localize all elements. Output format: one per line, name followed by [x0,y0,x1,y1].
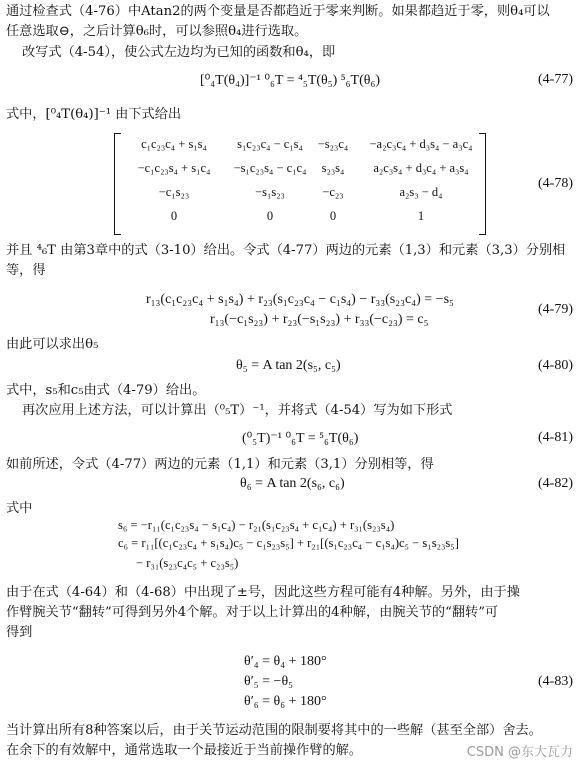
p6-line1: 式中，s₅和c₅由式（4-79）给出。 [6,383,206,398]
p10-line3: 得到 [6,625,33,640]
matrix-cell: a₂s₃ − d₄ [399,185,443,199]
matrix-cell: s₁c₂₃c₄ − c₁s₄ [237,137,303,151]
equation-4-79-b: r₁₃(−c₁s₂₃) + r₂₃(−s₁s₂₃) + r₃₃(−c₂₃) = c₅ [210,312,429,327]
matrix-cell: −s₁c₂₃s₄ − c₁c₄ [233,161,307,175]
p8-line1: 如前所述，令式（4-77）两边的元素（1,1）和元素（3,1）分别相等，得 [6,457,434,472]
p4-line1: 并且 ⁴₆T 由第3章中的式（3-10）给出。令式（4-77）两边的元素（1,3）和元素（3,3）分别相 [6,243,566,258]
equation-4-83-a: θ′₄ = θ₄ + 180° [244,654,327,669]
equation-4-77: [⁰₄T(θ₄)]⁻¹ ⁰₆T = ⁴₅T(θ₅) ⁵₆T(θ₆) [200,73,381,88]
matrix-row-2 [124,161,476,181]
matrix-cell: −a₂c₃c₄ + d₃s₄ − a₃c₄ [369,137,473,151]
equation-c6-a: c₆ = r₁₁[(c₁c₂₃c₄ + s₁s₄)c₅ − c₁s₂₃s₅] + r₂₁[(s₁c₂₃c₄ − c₁s₄)c₅ − s₁s₂₃s₅] [118,536,459,550]
matrix-row-3 [124,185,476,205]
p5-line1: 由此可以求出θ₅ [6,337,99,352]
p7-line1: 再次应用上述方法，可以计算出（⁰₅T）⁻¹，并将式（4-54）写为如下形式 [22,403,453,418]
equation-number-4-80: (4-80) [538,358,573,373]
equation-number-4-83: (4-83) [538,674,573,689]
equation-4-82: θ₆ = A tan 2(s₆, c₆) [240,476,345,491]
p10-line1: 由于在式（4-64）和（4-68）中出现了±号，因此这些方程可能有4种解。另外，由于操 [6,585,520,600]
equation-number-4-78: (4-78) [538,176,573,191]
equation-4-80: θ₅ = A tan 2(s₅, c₅) [236,358,341,373]
inverse-transform-matrix [114,133,486,235]
matrix-row-1 [124,137,476,157]
p10-line2: 作臂腕关节“翻转”可得到另外4个解。对于以上计算出的4种解，由腕关节的“翻转”可 [6,605,499,620]
equation-number-4-81: (4-81) [538,430,573,445]
p11-line1: 当计算出所有8种答案以后，由于关节运动范围的限制要将其中的一些解（甚至全部）舍去。 [6,723,542,738]
matrix-cell: −c₁s₂₃ [158,185,190,199]
p4-line2: 等，得 [6,263,46,278]
matrix-row-4 [124,209,476,229]
matrix-cell: 0 [170,209,178,223]
p2-line1: 改写式（4-54），使公式左边均为已知的函数和θ₄，即 [22,45,336,60]
matrix-cell: c₁c₂₃c₄ + s₁s₄ [141,137,207,151]
matrix-cell: −s₂₃c₄ [317,137,349,151]
equation-4-83-c: θ′₆ = θ₆ + 180° [244,694,327,709]
p11-line2: 在余下的有效解中，通常选取一个最接近于当前操作臂的解。 [6,743,363,758]
matrix-cell: −c₁c₂₃s₄ + s₁c₄ [137,161,211,175]
equation-number-4-79: (4-79) [538,302,573,317]
equation-4-83-b: θ′₅ = −θ₅ [244,674,294,689]
equation-4-79-a: r₁₃(c₁c₂₃c₄ + s₁s₄) + r₂₃(s₁c₂₃c₄ − c₁s₄) − r₃₃(s₂₃c₄) = −s₅ [146,292,454,307]
matrix-cell: 1 [417,209,425,223]
p1-line1: 通过检查式（4-76）中Atan2的两个变量是否都趋近于零来判断。如果都趋近于零，则θ₄可以 [6,4,550,19]
matrix-cell: a₂c₃s₄ + d₃c₄ + a₃s₄ [373,161,469,175]
equation-number-4-82: (4-82) [538,476,573,491]
equation-number-4-77: (4-77) [538,72,573,87]
matrix-cell: −c₂₃ [322,185,344,199]
watermark: CSDN @东大瓦力 [466,745,573,760]
matrix-cell: 0 [329,209,337,223]
equation-4-81: (⁰₅T)⁻¹ ⁰₆T = ⁵₆T(θ₆) [242,431,359,446]
p9-line1: 式中 [6,501,33,516]
equation-s6: s₆ = −r₁₁(c₁c₂₃s₄ − s₁c₄) − r₂₁(s₁c₂₃s₄ + c₁c₄) + r₃₁(s₂₃s₄) [118,518,395,532]
matrix-cell: −s₁s₂₃ [255,185,285,199]
matrix-cell: 0 [266,209,274,223]
matrix-left-bracket [114,133,121,235]
equation-c6-b: − r₃₁(s₂₃c₄c₅ + c₂₃s₅) [136,556,239,570]
p1-line2: 任意选取⊖，之后计算θ₆时，可以参照θ₄进行选取。 [6,24,308,39]
matrix-cell: s₂₃s₄ [321,161,345,175]
p3-line1: 式中，[⁰₄T(θ₄)]⁻¹ 由下式给出 [6,107,182,122]
